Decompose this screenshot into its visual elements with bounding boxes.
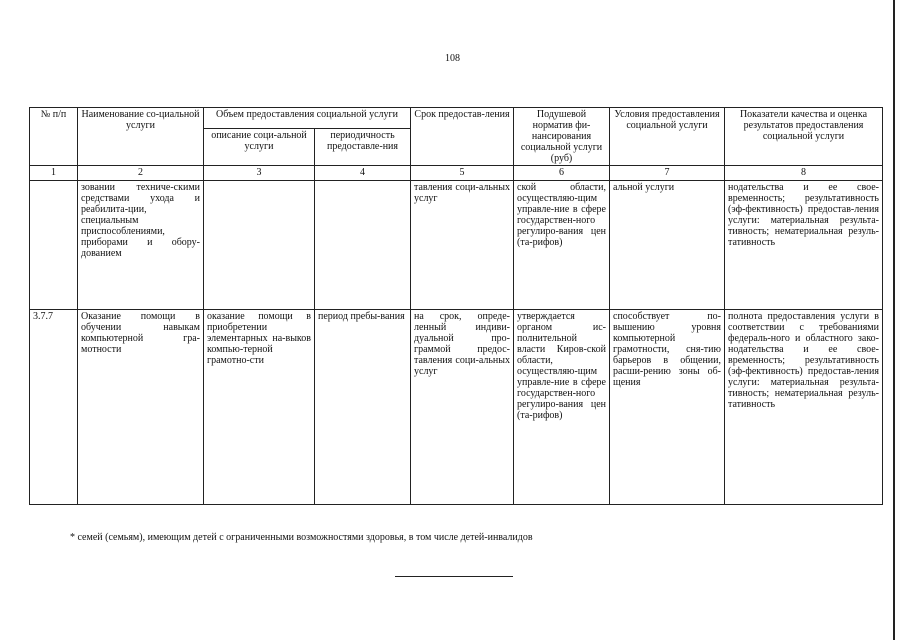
row-volume-description (204, 181, 315, 310)
column-number: 6 (514, 166, 610, 181)
row-funding: утверждается органом ис-полнительной власти Киров-ской области, осуществляю-щим управле-ние в сфере государствен-ного регулиро-вания цен (та-рифов) (514, 310, 610, 505)
row-conditions: альной услуги (610, 181, 725, 310)
header-volume-frequency: периодичность предоставле-ния (315, 128, 411, 165)
footnote: * семей (семьям), имеющим детей с ограниченными возможностями здоровья, в том числе детей-инвалидов (70, 532, 533, 543)
row-term: на срок, опреде-ленный индиви-дуальной про-граммой предос-тавления соци-альных услуг (411, 310, 514, 505)
row-volume-frequency (315, 181, 411, 310)
row-funding: ской области, осуществляю-щим управле-ние в сфере государствен-ного регулиро-вания цен (та-рифов) (514, 181, 610, 310)
header-volume-description: описание соци-альной услуги (204, 128, 315, 165)
row-conditions: способствует по-вышению уровня компьютерной грамотности, сня-тию барьеров в общении, расши-рению зоны об-щения (610, 310, 725, 505)
row-volume-description: оказание помощи в приобретении элементарных на-выков компью-терной грамотно-сти (204, 310, 315, 505)
row-number: 3.7.7 (30, 310, 78, 505)
services-table (29, 107, 883, 505)
column-number: 2 (78, 166, 204, 181)
row-service-name: Оказание помощи в обучении навыкам компьютерной гра-мотности (78, 310, 204, 505)
column-number: 4 (315, 166, 411, 181)
page-edge-line (893, 0, 895, 640)
column-number: 7 (610, 166, 725, 181)
column-number: 3 (204, 166, 315, 181)
row-quality: полнота предоставления услуги в соответствии с требованиями федераль-ного и областного зако-нодательства и ее свое-временность; результативность (эф-фективность) предостав-ления услуги: материальная результа-тивность; нематериальная резуль-тативность (725, 310, 883, 505)
row-term: тавления соци-альных услуг (411, 181, 514, 310)
header-funding: Подушевой норматив фи-нансирования социальной услуги (руб) (514, 108, 610, 166)
header-row-1 (30, 108, 883, 129)
page-number: 108 (445, 53, 460, 64)
header-term: Срок предостав-ления (411, 108, 514, 166)
table-row (30, 181, 883, 310)
header-service-name: Наименование со-циальной услуги (78, 108, 204, 166)
column-number: 5 (411, 166, 514, 181)
end-rule (395, 576, 513, 577)
header-conditions: Условия предоставления социальной услуги (610, 108, 725, 166)
header-volume-group: Объем предоставления социальной услуги (204, 108, 411, 129)
table-row (30, 310, 883, 505)
header-quality: Показатели качества и оценка результатов предоставления социальной услуги (725, 108, 883, 166)
row-number (30, 181, 78, 310)
column-number: 1 (30, 166, 78, 181)
column-number: 8 (725, 166, 883, 181)
column-number-row (30, 166, 883, 181)
row-volume-frequency: период пребы-вания (315, 310, 411, 505)
row-service-name: зовании техниче-скими средствами ухода и реабилита-ции, специальным приспособлениями, приборами и обору-дованием (78, 181, 204, 310)
header-number: № п/п (30, 108, 78, 166)
row-quality: нодательства и ее свое-временность; результативность (эф-фективность) предостав-ления услуги: материальная результа-тивность; нематериальная резуль-тативность (725, 181, 883, 310)
